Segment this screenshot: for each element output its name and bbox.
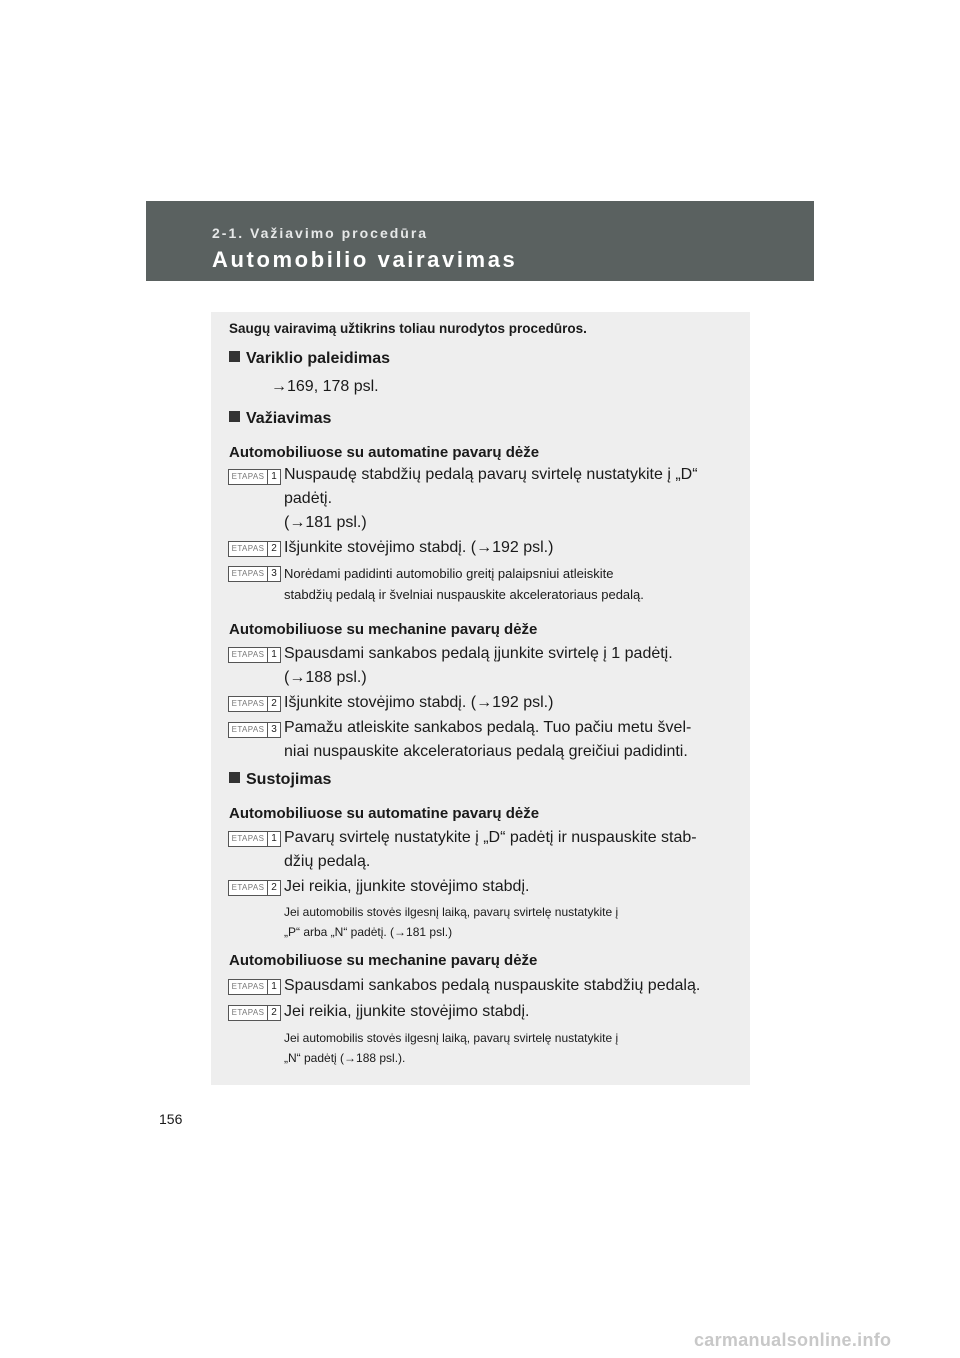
square-bullet-icon <box>229 411 240 422</box>
step-text: Nuspaudę stabdžių pedalą pavarų svirtelę nustatykite į „D“ padėtį. (→181 psl.) <box>284 466 698 531</box>
section-driving: Važiavimas <box>229 410 331 428</box>
step-badge: ETAPAS 1 <box>228 647 281 663</box>
square-bullet-icon <box>229 772 240 783</box>
step-badge: ETAPAS 3 <box>228 566 281 582</box>
step-badge: ETAPAS 3 <box>228 722 281 738</box>
step-note: Jei automobilis stovės ilgesnį laiką, pavarų svirtelę nustatykite į „P“ arba „N“ padėtį. (→181 psl.) <box>284 905 619 939</box>
step-badge: ETAPAS 1 <box>228 979 281 995</box>
section-label: 2-1. Važiavimo procedūra <box>212 225 429 241</box>
step-text: Jei reikia, įjunkite stovėjimo stabdį. <box>284 1003 530 1020</box>
stopping-manual-heading: Automobiliuose su mechanine pavarų dėže <box>229 952 538 969</box>
step-badge: ETAPAS 2 <box>228 1005 281 1021</box>
step-badge: ETAPAS 2 <box>228 541 281 557</box>
page-header <box>146 201 814 281</box>
section-engine-start: Variklio paleidimas <box>229 350 390 368</box>
step-text: Spausdami sankabos pedalą įjunkite svirtelę į 1 padėtį. (→188 psl.) <box>284 645 673 686</box>
square-bullet-icon <box>229 351 240 362</box>
watermark: carmanualsonline.info <box>694 1330 892 1350</box>
step-text: Pamažu atleiskite sankabos pedalą. Tuo pačiu metu švel- niai nuspauskite akceleratoriaus pedalą greičiui padidinti. <box>284 719 692 760</box>
step-text: Spausdami sankabos pedalą nuspauskite stabdžių pedalą. <box>284 977 701 994</box>
step-badge: ETAPAS 1 <box>228 469 281 485</box>
content-box <box>211 312 750 1085</box>
step-badge: ETAPAS 2 <box>228 880 281 896</box>
step-text: Pavarų svirtelę nustatykite į „D“ padėtį ir nuspauskite stab- džių pedalą. <box>284 829 697 870</box>
section-stopping: Sustojimas <box>229 771 331 789</box>
page-title: Automobilio vairavimas <box>212 247 518 272</box>
step-text: Išjunkite stovėjimo stabdį. (→192 psl.) <box>284 539 554 556</box>
step-text: Išjunkite stovėjimo stabdį. (→192 psl.) <box>284 694 554 711</box>
step-badge: ETAPAS 2 <box>228 696 281 712</box>
intro-text: Saugų vairavimą užtikrins toliau nurodytos procedūros. <box>229 321 587 336</box>
page-number: 156 <box>159 1111 183 1127</box>
driving-manual-heading: Automobiliuose su mechanine pavarų dėže <box>229 621 538 638</box>
driving-auto-heading: Automobiliuose su automatine pavarų dėže <box>229 444 540 461</box>
stopping-auto-heading: Automobiliuose su automatine pavarų dėže <box>229 805 540 822</box>
step-badge: ETAPAS 1 <box>228 831 281 847</box>
step-note: Jei automobilis stovės ilgesnį laiką, pavarų svirtelę nustatykite į „N“ padėtį (→188 psl.). <box>284 1031 619 1065</box>
step-text: Norėdami padidinti automobilio greitį palaipsniui atleiskite stabdžių pedalą ir švelniai nuspauskite akceleratoriaus pedalą. <box>284 566 644 602</box>
engine-start-reference: →169, 178 psl. <box>271 378 379 395</box>
step-text: Jei reikia, įjunkite stovėjimo stabdį. <box>284 878 530 895</box>
